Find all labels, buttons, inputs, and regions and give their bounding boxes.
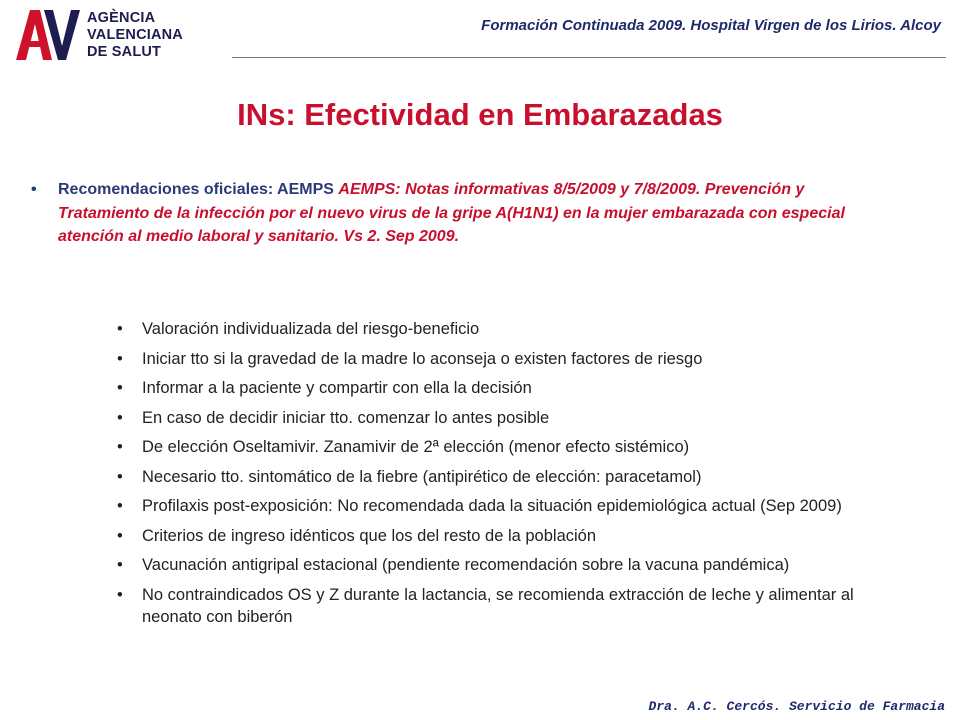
agency-logo — [14, 8, 214, 66]
list-bullet-dot: • — [117, 467, 123, 486]
slide-title: INs: Efectividad en Embarazadas — [237, 97, 723, 132]
list-item-text: Informar a la paciente y compartir con ella la decisión — [142, 379, 532, 397]
main-bullet-reference: AEMPS: Notas informativas 8/5/2009 y 7/8/2009. Prevención y Tratamiento de la infección por el nuevo virus de la gripe A(H1N1) en la mujer embarazada con especial atención al medio laboral y sanitario. Vs 2. Sep 2009. — [58, 181, 845, 245]
list-item-text: De elección Oseltamivir. Zanamivir de 2ª elección (menor efecto sistémico) — [142, 438, 690, 456]
list-bullet-dot: • — [117, 497, 123, 515]
list-item — [117, 436, 882, 458]
list-item — [117, 554, 882, 576]
list-item — [117, 525, 882, 547]
header-title: Formación Continuada 2009. Hospital Virgen de los Lirios. Alcoy — [481, 17, 941, 34]
list-item-text: Criterios de ingreso idénticos que los del resto de la población — [142, 526, 597, 545]
list-bullet-dot: • — [117, 556, 123, 574]
list-item — [117, 318, 882, 340]
logo-line-1: AGÈNCIA — [87, 10, 156, 26]
main-bullet-dot: • — [31, 181, 37, 198]
list-item-text: Iniciar tto si la gravedad de la madre lo aconseja o existen factores de riesgo — [142, 349, 703, 368]
logo-wordmark — [87, 10, 183, 61]
list-item-text: Profilaxis post-exposición: No recomendada dada la situación epidemiológica actual (Sep 2009) — [142, 497, 842, 515]
recommendations-list — [117, 318, 882, 635]
list-item — [117, 495, 882, 517]
list-bullet-dot: • — [117, 526, 123, 545]
list-item-text: En caso de decidir iniciar tto. comenzar lo antes posible — [142, 408, 550, 427]
header-divider — [232, 57, 946, 58]
av-logo-mark-icon — [14, 8, 82, 62]
list-bullet-dot: • — [117, 320, 123, 338]
list-bullet-dot: • — [117, 585, 123, 604]
list-item — [117, 407, 882, 429]
list-item-text: Vacunación antigripal estacional (pendiente recomendación sobre la vacuna pandémica) — [142, 556, 790, 574]
footer-author: Dra. A.C. Cercós. Servicio de Farmacia — [648, 699, 945, 714]
list-item-text: Valoración individualizada del riesgo-beneficio — [142, 320, 480, 338]
list-item-text: No contraindicados OS y Z durante la lactancia, se recomienda extracción de leche y alimentar al neonato con biberón — [142, 585, 854, 626]
logo-line-3: DE SALUT — [87, 44, 162, 60]
list-bullet-dot: • — [117, 349, 123, 368]
list-item — [117, 466, 882, 488]
list-item-text: Necesario tto. sintomático de la fiebre (antipirético de elección: paracetamol) — [142, 467, 702, 486]
list-bullet-dot: • — [117, 379, 123, 397]
list-bullet-dot: • — [117, 438, 123, 456]
list-item — [117, 348, 882, 370]
list-item — [117, 584, 882, 628]
logo-line-2: VALENCIANA — [87, 27, 183, 43]
list-bullet-dot: • — [117, 408, 123, 427]
main-bullet-label: Recomendaciones oficiales: AEMPS — [58, 181, 334, 198]
main-bullet — [31, 178, 898, 249]
list-item — [117, 377, 882, 399]
